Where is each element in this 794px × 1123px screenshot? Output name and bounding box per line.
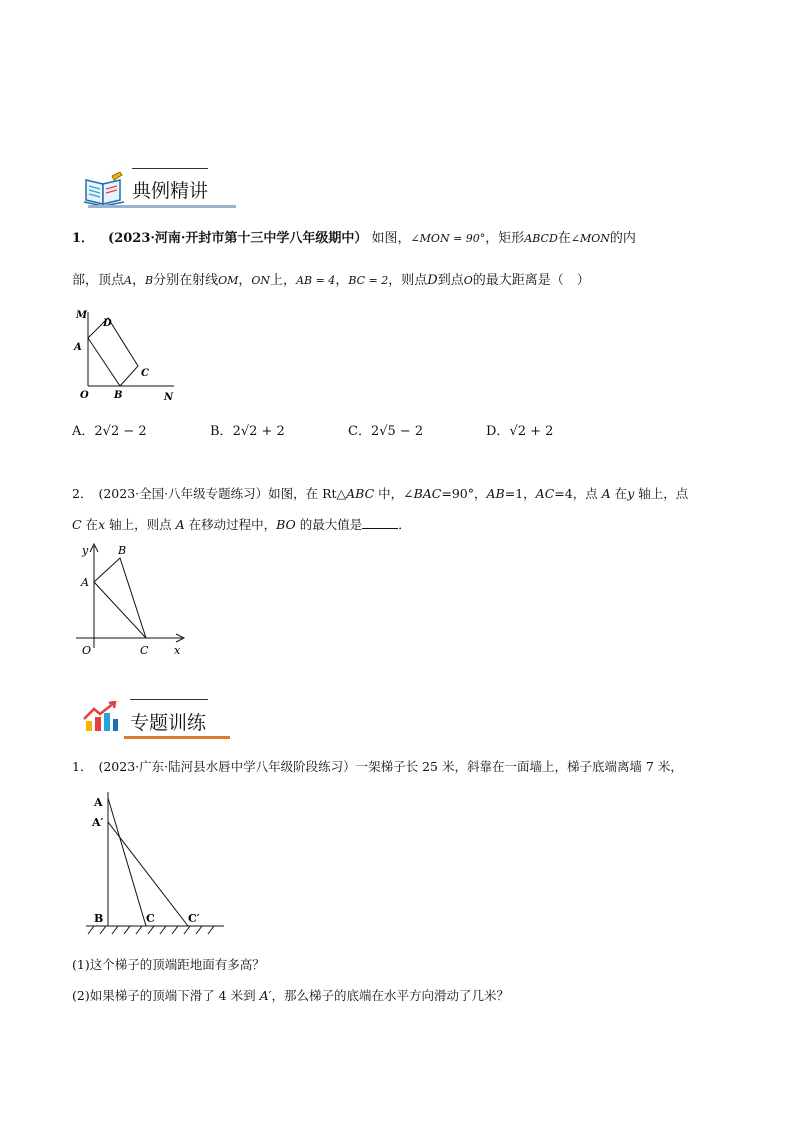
math-expr: C [72,517,82,532]
question-text: =1， [504,486,536,501]
label-n: N [164,392,174,402]
question-text: 分别在射线 [153,273,219,288]
label-b: B [114,390,123,401]
option-value: √2 + 2 [509,424,554,439]
math-expr: A′ [259,988,272,1003]
question-text: 如图， [371,231,411,246]
label-b: B [118,544,127,557]
header-top-rule [132,168,208,169]
section-header-examples [80,168,236,212]
question-text: =90°， [441,486,487,501]
option-b[interactable] [210,420,285,439]
math-expr: BO [276,517,296,532]
question-text: 在 [610,486,628,501]
ladder-a2c2 [108,822,188,926]
figure-ladder [84,788,230,938]
question-text: 如图，在 Rt△ [268,486,347,501]
label-o: O [80,390,89,401]
option-key: A． [72,424,95,439]
section-title: 典例精讲 [132,180,209,202]
example-2-line-1 [72,484,688,504]
practice-1-sub-1: (1)这个梯子的顶端距地面有多高？ [72,957,265,972]
question-text: ． [398,517,411,532]
label-c: C [141,368,149,379]
math-expr: O [463,274,473,287]
example-1-line-2 [72,271,590,291]
math-expr: AB [486,486,505,501]
question-number: 2． [72,486,93,501]
math-expr: ∠MON [570,232,610,245]
question-text: ， [131,273,145,288]
option-value: 2√5 − 2 [370,424,424,439]
question-text: ， [335,273,349,288]
option-c[interactable] [348,420,423,439]
question-text: 的最大距离是（ ） [472,273,590,288]
question-number: 1． [72,231,95,246]
question-text: =4，点 [554,486,602,501]
figure-rectangle-in-angle [70,306,180,402]
math-expr: BC = 2 [348,274,389,287]
question-text: 在移动过程中， [184,517,277,532]
question-text: 在 [81,517,99,532]
label-x: x [174,644,181,657]
math-expr: B [144,274,154,287]
math-expr: AC [535,486,555,501]
question-text: 部，顶点 [72,273,125,288]
example-2-line-2 [72,515,411,535]
label-c: C [140,644,149,657]
option-a[interactable] [72,420,147,439]
option-key: C． [348,424,371,439]
label-a: A [74,342,82,353]
label-a: A [81,576,89,589]
label-c: C [146,912,155,925]
question-source: (2023·全国·八年级专题练习） [98,486,269,501]
ground-hatching [88,926,214,934]
option-d[interactable] [486,420,553,439]
question-text: 上， [270,273,297,288]
option-key: D． [486,424,510,439]
question-text: 轴上，点 [634,486,689,501]
math-expr: A [175,517,185,532]
question-text: 轴上，则点 [105,517,176,532]
ladder-ac [108,798,146,926]
label-a: A [94,796,103,809]
math-expr: x [98,517,106,532]
practice-1-line-1 [72,757,683,777]
label-o: O [82,644,92,657]
math-expr: ABC [346,486,375,501]
header-top-rule [130,699,208,700]
label-a-prime: A′ [92,816,104,829]
figure-triangle-on-axes [74,540,194,662]
example-1-line-1 [72,229,636,249]
math-expr: ON [251,274,271,287]
question-text: 中，∠ [374,486,414,501]
question-number: 1． [72,759,93,774]
label-d: D [103,318,112,329]
question-text: ，矩形 [485,231,525,246]
label-c-prime: C′ [188,912,200,925]
math-expr: ∠MON = 90° [410,232,486,245]
header-underline [88,205,236,208]
question-text: ， [238,273,252,288]
label-y: y [82,544,89,557]
question-text: 的最大值是 [295,517,363,532]
question-text: 到点 [437,273,464,288]
math-expr: BAC [413,486,442,501]
growth-chart-icon [82,701,120,733]
question-source: (2023·河南·开封市第十三中学八年级期中） [108,231,368,246]
question-text: 一架梯子长 25 米，斜靠在一面墙上，梯子底端离墙 7 米， [355,759,683,774]
question-text: ，那么梯子的底端在水平方向滑动了几米？ [271,988,509,1003]
section-header-practice [80,697,236,741]
header-underline [124,736,230,739]
question-text: 在 [557,231,571,246]
option-key: B． [210,424,233,439]
math-expr: y [627,486,635,501]
option-value: 2√2 + 2 [232,424,285,439]
math-expr: ABCD [524,232,558,245]
question-text: (2)如果梯子的顶端下滑了 4 米到 [72,988,260,1003]
question-source: (2023·广东·陆河县水唇中学八年级阶段练习） [98,759,356,774]
math-expr: OM [218,274,239,287]
option-value: 2√2 − 2 [94,424,147,439]
math-expr: D [427,273,438,288]
label-b: B [94,912,104,925]
math-expr: AB = 4 [296,274,336,287]
label-m: M [76,310,88,321]
triangle-abc [94,558,146,638]
section-title: 专题训练 [130,712,207,734]
math-expr: A [601,486,611,501]
practice-1-sub-2 [72,986,509,1006]
math-expr: A [124,274,132,287]
open-book-icon [82,172,126,206]
question-text: 的内 [609,231,636,246]
question-text: ，则点 [388,273,428,288]
rectangle-abcd [88,318,138,386]
answer-blank[interactable] [362,516,398,529]
